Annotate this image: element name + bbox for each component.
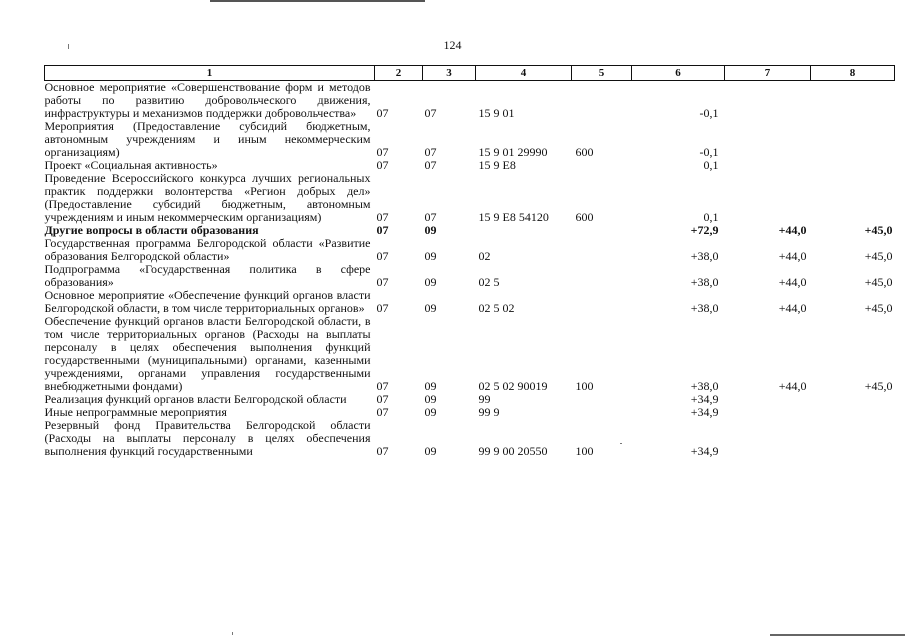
amount-col8: +45,0 xyxy=(864,301,893,315)
amount-col8 xyxy=(811,172,895,224)
amount-col7: +44,0 xyxy=(778,379,807,393)
amount-col6: +38,0 xyxy=(690,275,719,289)
amount-col7 xyxy=(725,81,811,121)
target-article-code: 15 9 E8 xyxy=(478,158,516,172)
section-code: 07 xyxy=(376,223,389,237)
amount-col8 xyxy=(811,120,895,159)
section-code: 07 xyxy=(376,210,389,224)
target-article-code: 15 9 01 xyxy=(478,106,515,120)
column-header: 3 xyxy=(423,66,476,81)
expense-type-code xyxy=(572,81,632,121)
table-row xyxy=(45,289,895,315)
amount-col7: +44,0 xyxy=(778,223,807,237)
table-row xyxy=(45,237,895,263)
amount-col8 xyxy=(811,419,895,458)
row-description: Мероприятия (Предоставление субсидий бюджетным, автономным учреждениям и иным некоммерческим организациям) xyxy=(44,119,371,159)
subsection-code: 09 xyxy=(424,444,437,458)
column-header: 7 xyxy=(725,66,811,81)
target-article-code: 15 9 E8 54120 xyxy=(478,210,549,224)
expense-type-code xyxy=(572,224,632,237)
target-article-code: 02 5 02 90019 xyxy=(478,379,548,393)
amount-col8 xyxy=(811,393,895,406)
table-row xyxy=(45,172,895,224)
section-code: 07 xyxy=(376,145,389,159)
row-description: Иные непрограммные мероприятия xyxy=(44,405,227,419)
amount-col7 xyxy=(725,172,811,224)
section-code: 07 xyxy=(376,249,389,263)
subsection-code: 09 xyxy=(424,405,437,419)
amount-col8 xyxy=(811,406,895,419)
subsection-code: 09 xyxy=(424,379,437,393)
table-row xyxy=(45,315,895,393)
section-code: 07 xyxy=(376,444,389,458)
amount-col7 xyxy=(725,419,811,458)
target-article-code: 02 5 02 xyxy=(478,301,515,315)
table-row xyxy=(45,120,895,159)
section-code: 07 xyxy=(376,275,389,289)
amount-col6: +34,9 xyxy=(690,444,719,458)
amount-col8: +45,0 xyxy=(864,379,893,393)
amount-col6: -0,1 xyxy=(699,106,719,120)
column-header: 8 xyxy=(811,66,895,81)
target-article-code: 99 xyxy=(478,392,491,406)
row-description: Основное мероприятие «Обеспечение функций органов власти Белгородской области, в том числе территориальных органов» xyxy=(44,288,371,315)
column-header: 6 xyxy=(632,66,725,81)
column-header: 4 xyxy=(476,66,572,81)
amount-col6: 0,1 xyxy=(703,158,719,172)
subsection-code: 07 xyxy=(424,158,437,172)
scan-edge-line xyxy=(770,634,905,636)
amount-col8: +45,0 xyxy=(864,223,893,237)
expense-type-code xyxy=(572,393,632,406)
target-article-code: 02 5 xyxy=(478,275,500,289)
subsection-code: 09 xyxy=(424,249,437,263)
target-article-code: 02 xyxy=(478,249,491,263)
expense-type-code xyxy=(572,159,632,172)
table-body xyxy=(45,81,895,459)
table-row xyxy=(45,263,895,289)
subsection-code: 07 xyxy=(424,145,437,159)
budget-table xyxy=(44,65,895,458)
amount-col6: +34,9 xyxy=(690,392,719,406)
amount-col7 xyxy=(725,406,811,419)
amount-col7 xyxy=(725,393,811,406)
subsection-code: 09 xyxy=(424,275,437,289)
column-header: 1 xyxy=(45,66,375,81)
row-description: Проведение Всероссийского конкурса лучших региональных практик поддержки волонтерства «Регион добрых дел» (Предоставление субсидий бюджетным, автономным учреждениям и иным некоммерческим организациям) xyxy=(44,171,371,224)
amount-col7 xyxy=(725,159,811,172)
scan-dot xyxy=(232,632,233,635)
target-article-code: 15 9 01 29990 xyxy=(478,145,548,159)
subsection-code: 09 xyxy=(424,223,437,237)
expense-type-code: 600 xyxy=(575,210,594,224)
scan-edge-line xyxy=(210,0,425,2)
amount-col7 xyxy=(725,120,811,159)
column-header: 5 xyxy=(572,66,632,81)
amount-col6: 0,1 xyxy=(703,210,719,224)
section-code: 07 xyxy=(376,158,389,172)
expense-type-code xyxy=(572,237,632,263)
expense-type-code: 600 xyxy=(575,145,594,159)
expense-type-code: 100 xyxy=(575,444,594,458)
amount-col6: -0,1 xyxy=(699,145,719,159)
subsection-code: 07 xyxy=(424,106,437,120)
row-description: Реализация функций органов власти Белгородской области xyxy=(44,392,347,406)
page-number: 124 xyxy=(443,38,462,52)
amount-col6: +38,0 xyxy=(690,301,719,315)
amount-col6: +34,9 xyxy=(690,405,719,419)
amount-col7: +44,0 xyxy=(778,275,807,289)
target-article-code xyxy=(476,224,572,237)
row-description: Подпрограмма «Государственная политика в сфере образования» xyxy=(44,262,371,289)
section-code: 07 xyxy=(376,405,389,419)
row-description: Государственная программа Белгородской области «Развитие образования Белгородской области» xyxy=(44,236,371,263)
table-row xyxy=(45,81,895,121)
column-header: 2 xyxy=(375,66,423,81)
amount-col6: +38,0 xyxy=(690,249,719,263)
amount-col8: +45,0 xyxy=(864,249,893,263)
section-code: 07 xyxy=(376,379,389,393)
amount-col8: +45,0 xyxy=(864,275,893,289)
row-description: Обеспечение функций органов власти Белгородской области, в том числе территориальных органов (Расходы на выплаты персоналу в целях обеспечения выполнения функций государственными (муниципальными) органами, казенными учреждениями, органами управления государственными внебюджетными фондами) xyxy=(44,314,371,393)
amount-col6: +72,9 xyxy=(690,223,719,237)
subsection-code: 09 xyxy=(424,392,437,406)
subsection-code: 07 xyxy=(424,210,437,224)
amount-col7: +44,0 xyxy=(778,301,807,315)
row-description: Проект «Социальная активность» xyxy=(44,158,218,172)
amount-col8 xyxy=(811,81,895,121)
table-header-row xyxy=(45,66,895,81)
expense-type-code xyxy=(572,289,632,315)
amount-col6: +38,0 xyxy=(690,379,719,393)
expense-type-code: 100 xyxy=(575,379,594,393)
expense-type-code xyxy=(572,406,632,419)
section-code: 07 xyxy=(376,392,389,406)
subsection-code: 09 xyxy=(424,301,437,315)
row-description: Другие вопросы в области образования xyxy=(44,223,259,237)
section-code: 07 xyxy=(376,106,389,120)
target-article-code: 99 9 xyxy=(478,405,500,419)
table-row xyxy=(45,419,895,458)
row-description: Основное мероприятие «Совершенствование форм и методов работы по развитию добровольческого движения, инфраструктуры и механизмов поддержки добровольчества» xyxy=(44,80,371,120)
amount-col7: +44,0 xyxy=(778,249,807,263)
row-description: Резервный фонд Правительства Белгородской области (Расходы на выплаты персоналу в целях обеспечения выполнения функций государственными xyxy=(44,418,371,458)
section-code: 07 xyxy=(376,301,389,315)
expense-type-code xyxy=(572,263,632,289)
amount-col8 xyxy=(811,159,895,172)
target-article-code: 99 9 00 20550 xyxy=(478,444,548,458)
